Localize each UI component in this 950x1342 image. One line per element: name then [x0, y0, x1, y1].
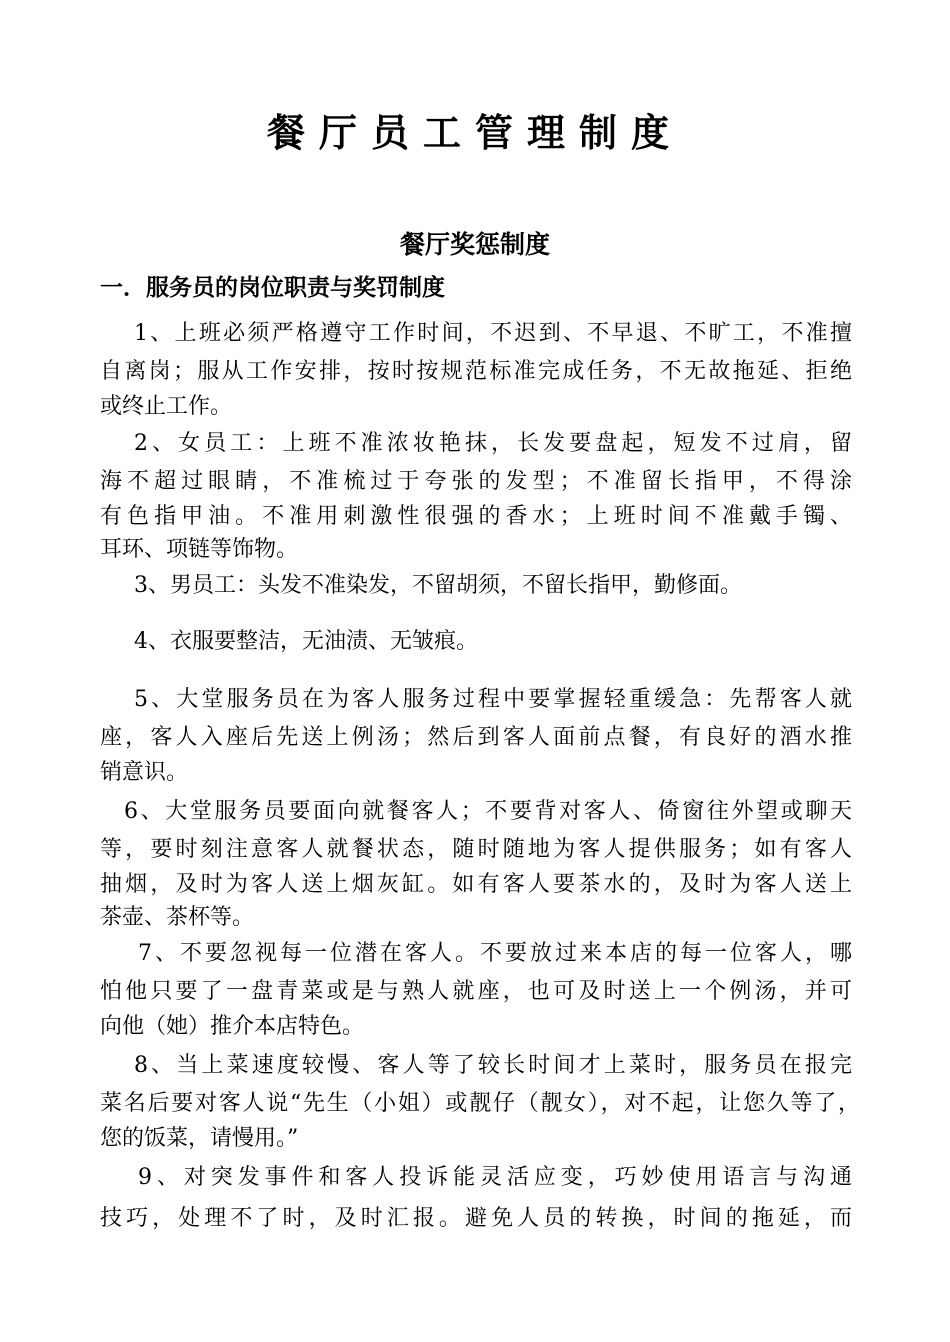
paragraph-line: 等，要时刻注意客人就餐状态，随时随地为客人提供服务；如有客人	[100, 837, 852, 862]
paragraph-line: 销意识。	[100, 760, 189, 785]
paragraph-line: 9、对突发事件和客人投诉能灵活应变，巧妙使用语言与沟通	[138, 1165, 852, 1190]
rule-paragraph-3	[100, 566, 852, 606]
rule-paragraph-6	[100, 792, 852, 934]
rule-paragraph-5	[100, 680, 852, 789]
paragraph-line: 3、男员工：头发不准染发，不留胡须，不留长指甲，勤修面。	[134, 573, 742, 598]
paragraph-line: 技巧，处理不了时，及时汇报。避免人员的转换，时间的拖延，而	[100, 1206, 852, 1231]
rule-paragraph-4	[100, 622, 852, 662]
paragraph-line: 或终止工作。	[100, 394, 233, 419]
paragraph-line: 5、大堂服务员在为客人服务过程中要掌握轻重缓急：先帮客人就	[134, 687, 852, 712]
paragraph-line: 6、大堂服务员要面向就餐客人；不要背对客人、倚窗往外望或聊天	[124, 799, 852, 824]
rule-paragraph-2	[100, 424, 852, 566]
rule-paragraph-8	[100, 1046, 860, 1155]
paragraph-line: 您的饭菜，请慢用。”	[100, 1126, 299, 1151]
paragraph-line: 1、上班必须严格遵守工作时间，不迟到、不早退、不旷工，不准擅	[134, 321, 852, 346]
section-title: 餐厅奖惩制度	[399, 230, 550, 259]
paragraph-line: 自离岗；服从工作安排，按时按规范标准完成任务，不无故拖延、拒绝	[100, 359, 852, 384]
paragraph-line: 耳环、项链等饰物。	[100, 537, 299, 562]
rule-paragraph-9	[100, 1158, 852, 1240]
paragraph-line: 海不超过眼睛，不准梳过于夸张的发型；不准留长指甲，不得涂	[100, 469, 852, 494]
paragraph-line: 2、女员工：上班不准浓妆艳抹，长发要盘起，短发不过肩，留	[134, 431, 852, 456]
paragraph-line: 菜名后要对客人说“先生（小姐）或靓仔（靓女），对不起，让您久等了，	[100, 1091, 860, 1116]
rule-paragraph-7	[100, 934, 852, 1043]
paragraph-line: 8、当上菜速度较慢、客人等了较长时间才上菜时，服务员在报完	[134, 1053, 852, 1078]
paragraph-line: 7、不要忽视每一位潜在客人。不要放过来本店的每一位客人，哪	[138, 941, 852, 966]
document-title: 餐厅员工管理制度	[266, 111, 683, 155]
paragraph-line: 抽烟，及时为客人送上烟灰缸。如有客人要茶水的，及时为客人送上	[100, 872, 852, 897]
paragraph-line: 有色指甲油。不准用刺激性很强的香水；上班时间不准戴手镯、	[100, 504, 852, 529]
paragraph-line: 怕他只要了一盘青菜或是与熟人就座，也可及时送上一个例汤，并可	[100, 979, 852, 1004]
paragraph-line: 茶壶、茶杯等。	[100, 905, 255, 930]
rule-paragraph-1	[100, 314, 852, 423]
paragraph-line: 4、衣服要整洁，无油渍、无皱痕。	[134, 629, 478, 654]
paragraph-line: 向他（她）推介本店特色。	[100, 1014, 365, 1039]
paragraph-line: 座，客人入座后先送上例汤；然后到客人面前点餐，有良好的酒水推	[100, 725, 852, 750]
subsection-title: 一．服务员的岗位职责与奖罚制度	[100, 275, 445, 301]
